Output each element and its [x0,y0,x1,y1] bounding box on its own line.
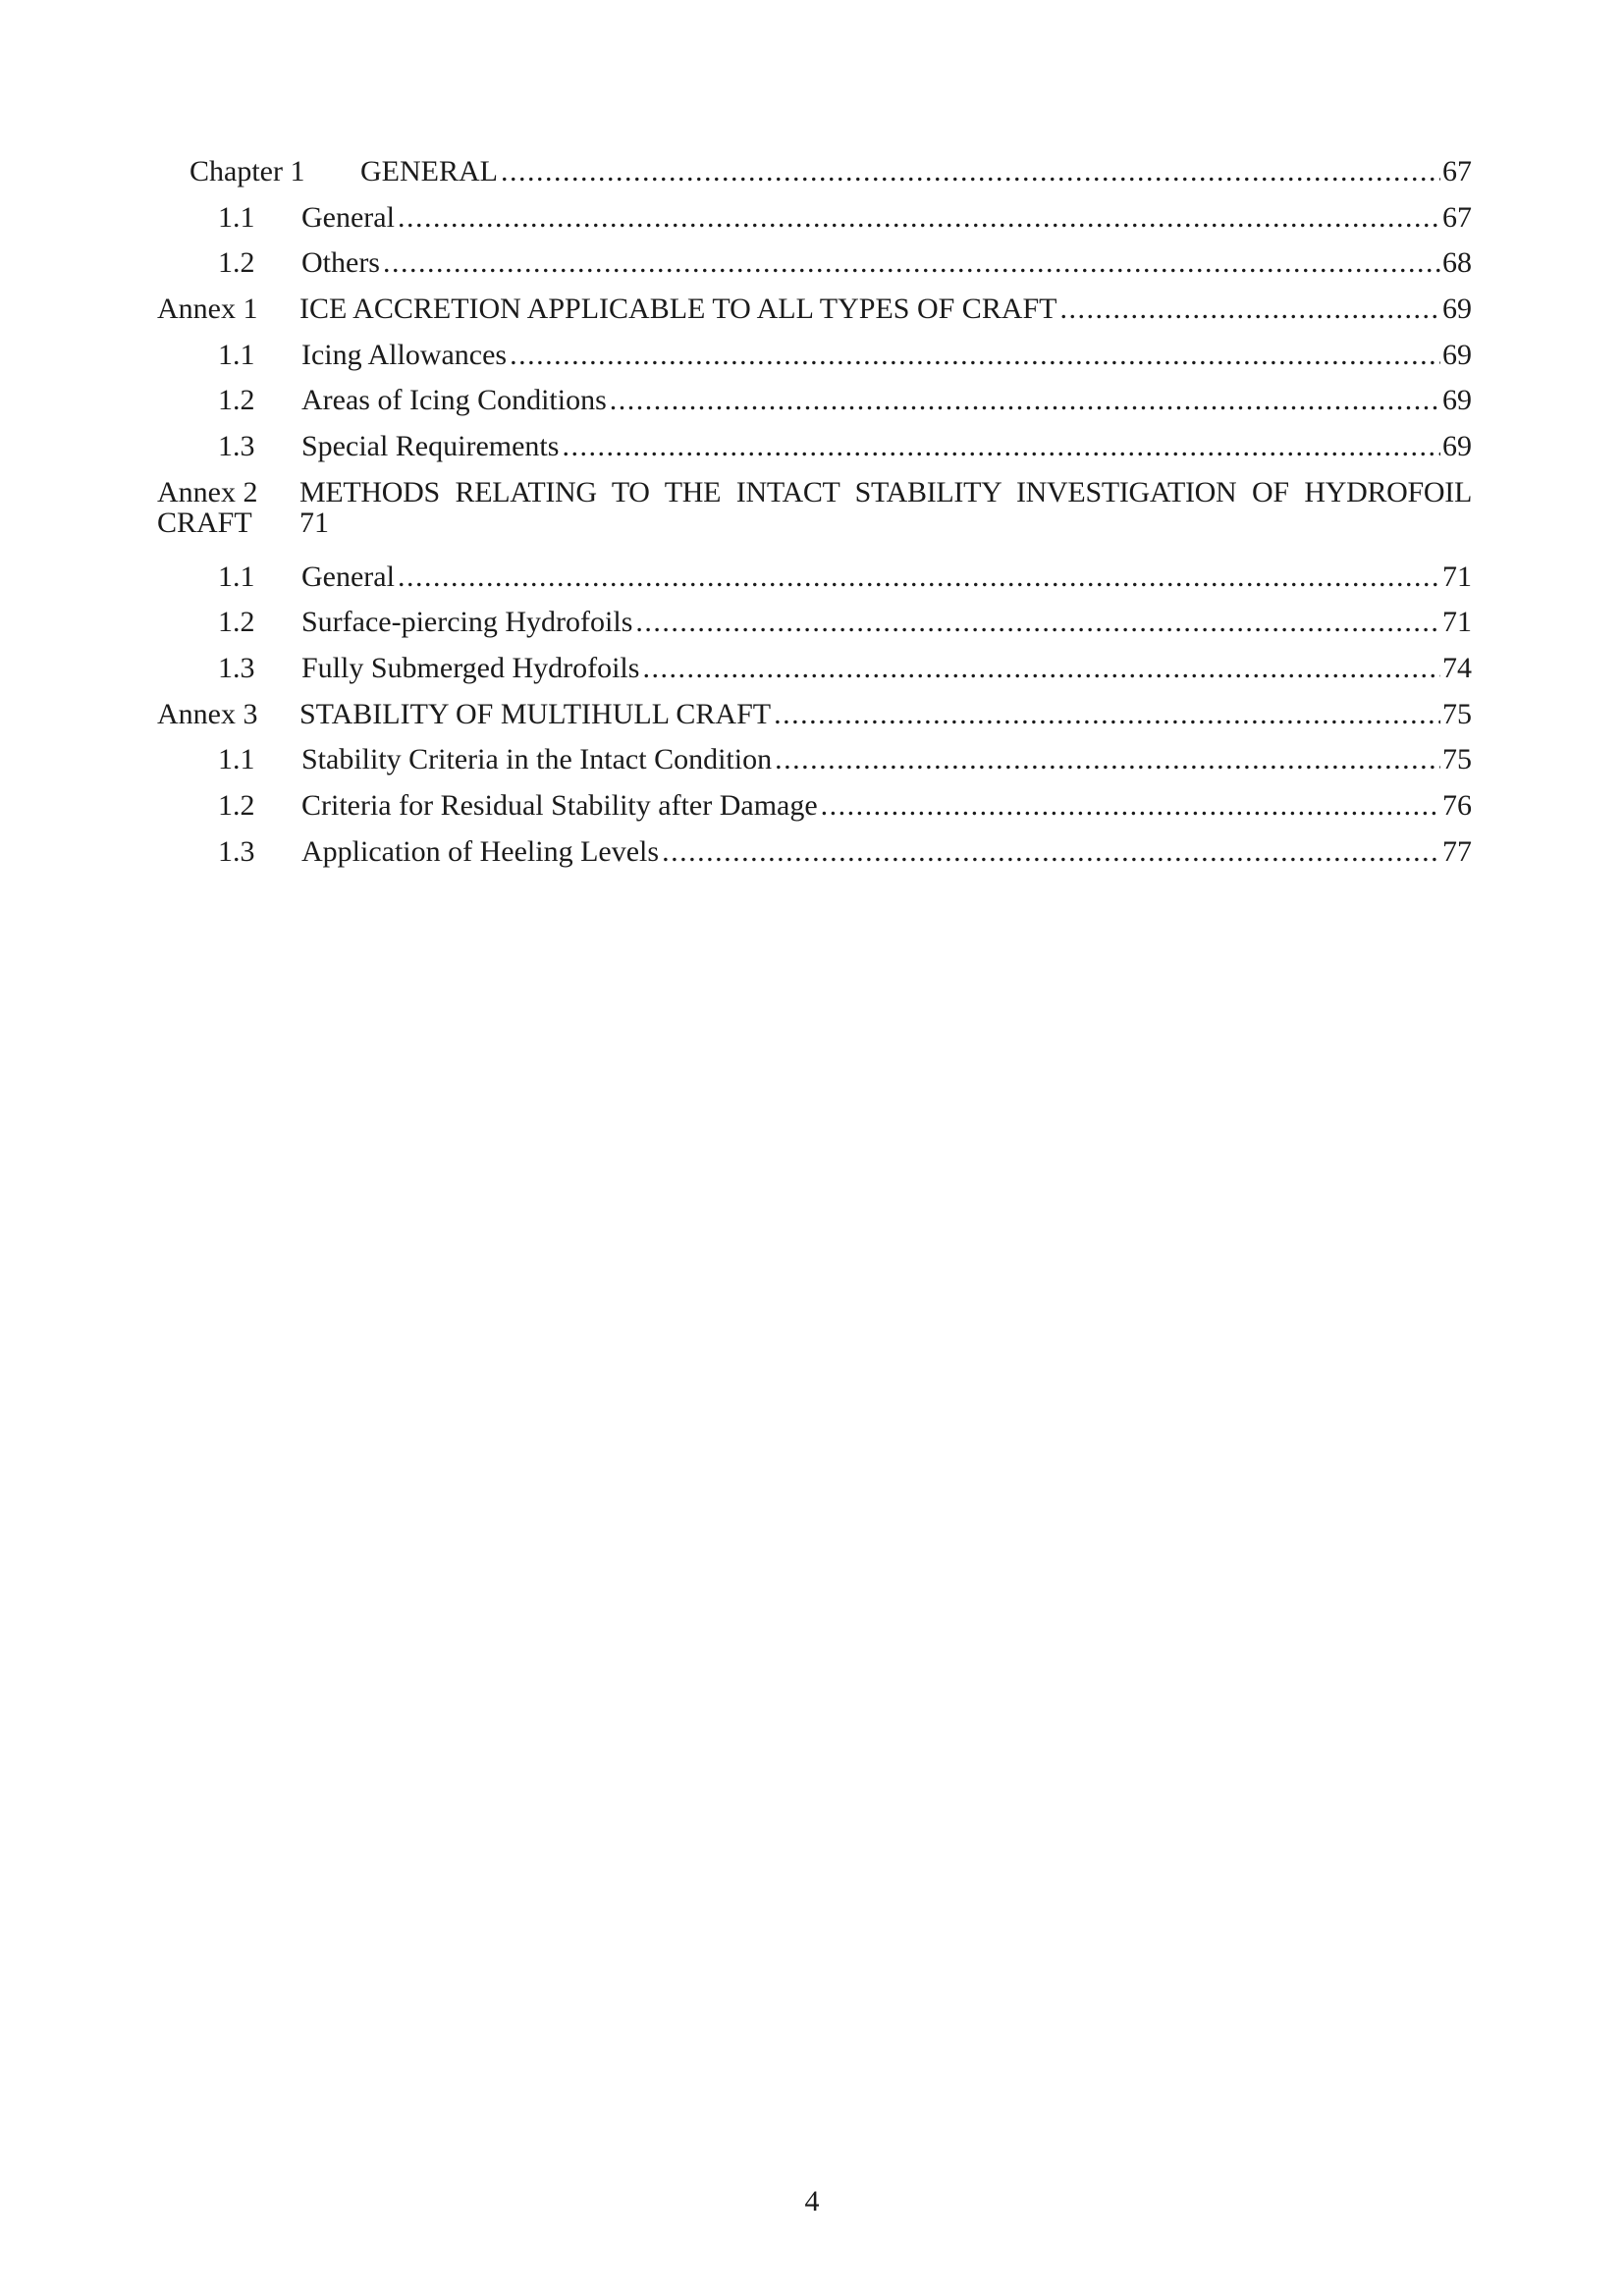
entry-title: Areas of Icing Conditions [301,384,607,417]
entry-label: 1.1 [218,560,255,593]
dot-leader [1060,287,1440,333]
toc-entry [157,378,1472,424]
entry-label: 1.3 [218,429,255,462]
dot-leader [510,333,1440,379]
entry-title: METHODS RELATING TO THE INTACT STABILITY INVESTIGATION OF HYDROFOIL [299,475,1472,508]
entry-label: 1.1 [218,743,255,776]
toc-entry [157,783,1472,829]
dot-leader [562,424,1440,470]
entry-title: STABILITY OF MULTIHULL CRAFT [299,697,772,730]
dot-leader [775,737,1440,783]
toc-entry [157,692,1472,738]
dot-leader [610,378,1440,424]
toc-entry [157,600,1472,646]
entry-title: Application of Heeling Levels [301,834,660,868]
entry-page-number: 69 [1442,338,1472,371]
toc-entry [157,477,1472,538]
entry-page-number: 67 [1442,200,1472,234]
entry-label: 1.2 [218,246,255,280]
entry-title: Special Requirements [301,429,560,462]
toc-entry-line-1 [157,477,1472,507]
entry-page-number: 67 [1442,155,1472,187]
entry-title: Others [301,246,380,280]
entry-page-number: 77 [1442,834,1472,868]
entry-title: ICE ACCRETION APPLICABLE TO ALL TYPES OF CRAFT [299,292,1057,325]
entry-label: 1.1 [218,200,255,234]
entry-page-number: 75 [1442,743,1472,776]
entry-label: Annex 3 [157,697,258,730]
entry-title: General [301,560,395,593]
entry-label: 1.2 [218,384,255,417]
dot-leader [398,555,1440,601]
toc-entry-line-2 [157,507,1472,538]
entry-label: 1.3 [218,834,255,868]
entry-title: GENERAL [360,155,498,187]
toc-entry [157,424,1472,470]
entry-page-number: 69 [1442,292,1472,325]
toc-entry [157,149,1472,195]
entry-label: 1.2 [218,606,255,639]
entry-page-number: 74 [1442,651,1472,684]
entry-label-continuation: CRAFT [157,506,252,539]
dot-leader [383,240,1440,287]
entry-title: Stability Criteria in the Intact Condition [301,743,773,776]
entry-label: 1.2 [218,788,255,822]
toc-entry [157,737,1472,783]
toc-entry [157,240,1472,287]
dot-leader [642,646,1440,692]
entry-label: 1.3 [218,651,255,684]
toc-entry [157,555,1472,601]
entry-title: Surface-piercing Hydrofoils [301,606,633,639]
entry-title: Criteria for Residual Stability after Damage [301,788,818,822]
dot-leader [501,149,1440,195]
entry-page-number: 71 [1442,606,1472,639]
toc-rows [157,149,1472,875]
entry-title: General [301,200,395,234]
dot-leader [662,829,1440,876]
dot-leader [821,783,1440,829]
entry-page-number: 71 [1442,560,1472,593]
toc-entry [157,333,1472,379]
entry-page-number: 71 [299,506,329,539]
entry-page-number: 69 [1442,384,1472,417]
entry-title: Fully Submerged Hydrofoils [301,651,640,684]
toc-entry [157,195,1472,241]
entry-page-number: 69 [1442,429,1472,462]
table-of-contents [157,149,1472,875]
entry-title: Icing Allowances [301,338,508,371]
toc-entry [157,287,1472,333]
toc-entry [157,829,1472,876]
entry-label: 1.1 [218,338,255,371]
entry-page-number: 76 [1442,788,1472,822]
entry-page-number: 75 [1442,697,1472,730]
entry-label: Chapter 1 [189,155,305,187]
entry-label: Annex 2 [157,475,258,508]
dot-leader [774,692,1440,738]
entry-page-number: 68 [1442,246,1472,280]
footer-page-number: 4 [804,2185,820,2217]
dot-leader [635,600,1440,646]
dot-leader [398,195,1440,241]
entry-label: Annex 1 [157,292,258,325]
toc-entry [157,646,1472,692]
